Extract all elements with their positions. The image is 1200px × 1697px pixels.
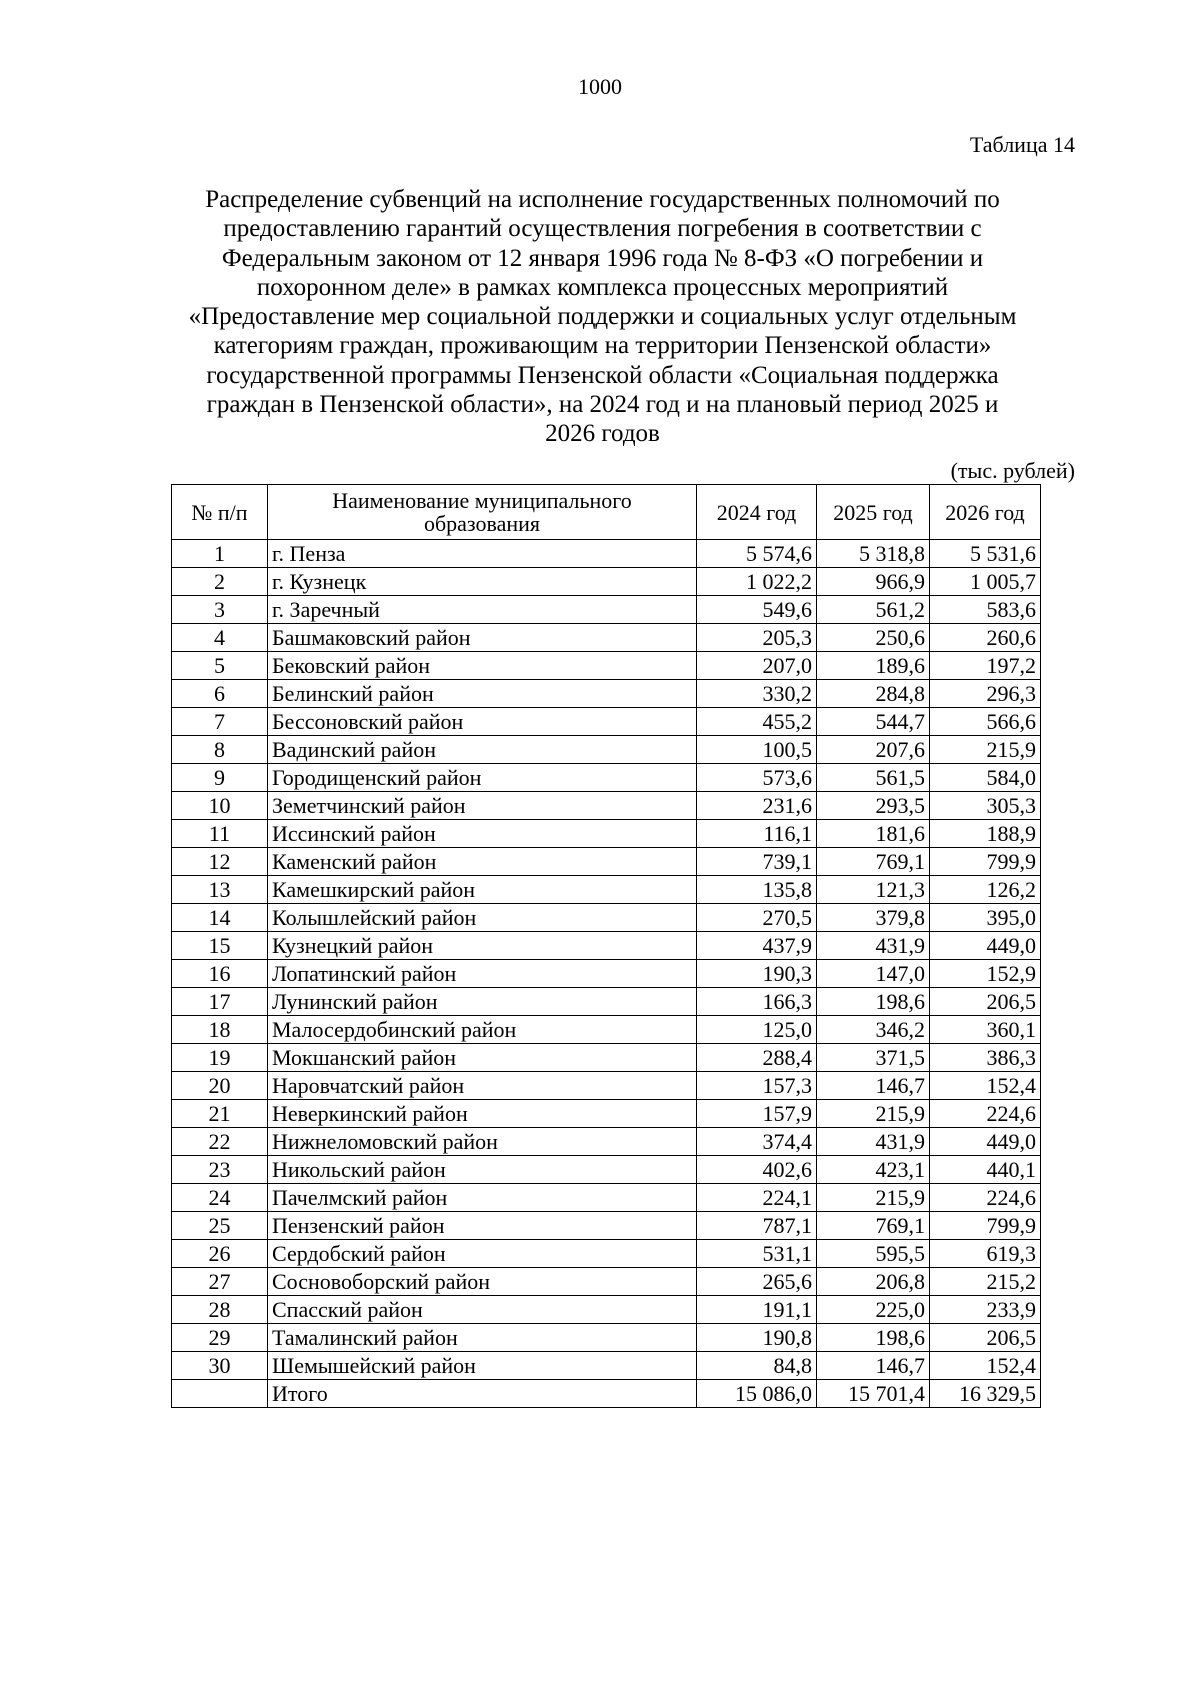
cell-2024: 135,8: [697, 876, 817, 904]
cell-municipality: г. Заречный: [268, 596, 697, 624]
table-row: [172, 1100, 1041, 1128]
cell-2025: 561,5: [817, 764, 930, 792]
table-row: [172, 1156, 1041, 1184]
cell-2024: 125,0: [697, 1016, 817, 1044]
cell-2024: 270,5: [697, 904, 817, 932]
total-row: [172, 1380, 1041, 1408]
cell-2025: 215,9: [817, 1100, 930, 1128]
cell-2024: 207,0: [697, 652, 817, 680]
cell-number: 18: [172, 1016, 268, 1044]
cell-number: 13: [172, 876, 268, 904]
cell-2024: 265,6: [697, 1268, 817, 1296]
cell-municipality: г. Пенза: [268, 540, 697, 568]
cell-municipality: Бессоновский район: [268, 708, 697, 736]
cell-2026: 566,6: [930, 708, 1041, 736]
cell-2025: 595,5: [817, 1240, 930, 1268]
cell-number: 8: [172, 736, 268, 764]
cell-number: 1: [172, 540, 268, 568]
cell-2025: 284,8: [817, 680, 930, 708]
cell-2026: 583,6: [930, 596, 1041, 624]
cell-2026: 188,9: [930, 820, 1041, 848]
cell-2024: 549,6: [697, 596, 817, 624]
cell-2024: 157,9: [697, 1100, 817, 1128]
cell-2024: 100,5: [697, 736, 817, 764]
table-row: [172, 596, 1041, 624]
cell-municipality: Тамалинский район: [268, 1324, 697, 1352]
cell-2025: 431,9: [817, 1128, 930, 1156]
cell-number: 6: [172, 680, 268, 708]
page-number: 1000: [578, 74, 622, 99]
cell-2024: 231,6: [697, 792, 817, 820]
cell-number: 14: [172, 904, 268, 932]
cell-2025: 198,6: [817, 988, 930, 1016]
cell-2024: 739,1: [697, 848, 817, 876]
cell-2026: 386,3: [930, 1044, 1041, 1072]
cell-number: 23: [172, 1156, 268, 1184]
cell-2024: 1 022,2: [697, 568, 817, 596]
cell-number: 24: [172, 1184, 268, 1212]
cell-2024: 437,9: [697, 932, 817, 960]
cell-municipality: Башмаковский район: [268, 624, 697, 652]
table-row: [172, 1268, 1041, 1296]
cell-2025: 147,0: [817, 960, 930, 988]
cell-2026: 215,9: [930, 736, 1041, 764]
cell-2026: 799,9: [930, 1212, 1041, 1240]
subventions-table: [171, 484, 1041, 1408]
cell-number: 27: [172, 1268, 268, 1296]
cell-municipality: Иссинский район: [268, 820, 697, 848]
table-row: [172, 568, 1041, 596]
cell-2026: 206,5: [930, 1324, 1041, 1352]
cell-number: 17: [172, 988, 268, 1016]
cell-number: 5: [172, 652, 268, 680]
cell-2024: 402,6: [697, 1156, 817, 1184]
cell-2024: 374,4: [697, 1128, 817, 1156]
table-row: [172, 1016, 1041, 1044]
cell-2024: 455,2: [697, 708, 817, 736]
cell-2025: 146,7: [817, 1352, 930, 1380]
cell-2026: 1 005,7: [930, 568, 1041, 596]
cell-2025: 769,1: [817, 1212, 930, 1240]
cell-2024: 224,1: [697, 1184, 817, 1212]
cell-2024: 190,3: [697, 960, 817, 988]
cell-2024: 166,3: [697, 988, 817, 1016]
cell-number: 15: [172, 932, 268, 960]
cell-2026: 449,0: [930, 1128, 1041, 1156]
cell-number: 20: [172, 1072, 268, 1100]
cell-municipality: Никольский район: [268, 1156, 697, 1184]
cell-2024: 5 574,6: [697, 540, 817, 568]
table-row: [172, 848, 1041, 876]
cell-number: 9: [172, 764, 268, 792]
cell-municipality: Белинский район: [268, 680, 697, 708]
cell-number: [172, 1380, 268, 1408]
header-2025: 2025 год: [817, 485, 930, 540]
cell-2024: 573,6: [697, 764, 817, 792]
table-row: [172, 1072, 1041, 1100]
cell-2026: 152,9: [930, 960, 1041, 988]
cell-municipality: Итого: [268, 1380, 697, 1408]
cell-municipality: Нижнеломовский район: [268, 1128, 697, 1156]
cell-2025: 207,6: [817, 736, 930, 764]
cell-municipality: Пачелмский район: [268, 1184, 697, 1212]
cell-municipality: Земетчинский район: [268, 792, 697, 820]
cell-number: 25: [172, 1212, 268, 1240]
table-row: [172, 652, 1041, 680]
title-line: предоставлению гарантий осуществления погребения в соответствии с: [223, 215, 982, 243]
cell-2025: 5 318,8: [817, 540, 930, 568]
cell-2025: 181,6: [817, 820, 930, 848]
table-row: [172, 540, 1041, 568]
cell-2026: 449,0: [930, 932, 1041, 960]
cell-municipality: г. Кузнецк: [268, 568, 697, 596]
table-row: [172, 1212, 1041, 1240]
cell-2024: 15 086,0: [697, 1380, 817, 1408]
table-row: [172, 876, 1041, 904]
header-municipality: Наименование муниципального образования: [268, 485, 697, 540]
table-row: [172, 1184, 1041, 1212]
cell-municipality: Наровчатский район: [268, 1072, 697, 1100]
cell-2024: 116,1: [697, 820, 817, 848]
cell-municipality: Каменский район: [268, 848, 697, 876]
table-row: [172, 764, 1041, 792]
table-header: [172, 485, 1041, 540]
cell-number: 29: [172, 1324, 268, 1352]
cell-2026: 152,4: [930, 1352, 1041, 1380]
cell-municipality: Неверкинский район: [268, 1100, 697, 1128]
cell-municipality: Мокшанский район: [268, 1044, 697, 1072]
cell-2026: 197,2: [930, 652, 1041, 680]
header-2026: 2026 год: [930, 485, 1041, 540]
cell-municipality: Сердобский район: [268, 1240, 697, 1268]
cell-2025: 189,6: [817, 652, 930, 680]
cell-2026: 206,5: [930, 988, 1041, 1016]
cell-2025: 121,3: [817, 876, 930, 904]
cell-2026: 16 329,5: [930, 1380, 1041, 1408]
table-body: [172, 540, 1041, 1408]
table-row: [172, 1296, 1041, 1324]
table-row: [172, 624, 1041, 652]
cell-number: 30: [172, 1352, 268, 1380]
cell-2025: 215,9: [817, 1184, 930, 1212]
cell-2025: 346,2: [817, 1016, 930, 1044]
cell-municipality: Кузнецкий район: [268, 932, 697, 960]
table-row: [172, 932, 1041, 960]
cell-2025: 371,5: [817, 1044, 930, 1072]
cell-municipality: Малосердобинский район: [268, 1016, 697, 1044]
cell-number: 19: [172, 1044, 268, 1072]
title-line: 2026 годов: [545, 420, 660, 448]
cell-2025: 769,1: [817, 848, 930, 876]
cell-municipality: Городищенский район: [268, 764, 697, 792]
table-row: [172, 680, 1041, 708]
table-row: [172, 904, 1041, 932]
cell-2025: 423,1: [817, 1156, 930, 1184]
cell-number: 12: [172, 848, 268, 876]
cell-municipality: Спасский район: [268, 1296, 697, 1324]
cell-2025: 431,9: [817, 932, 930, 960]
cell-municipality: Шемышейский район: [268, 1352, 697, 1380]
cell-municipality: Бековский район: [268, 652, 697, 680]
cell-2026: 296,3: [930, 680, 1041, 708]
cell-municipality: Лопатинский район: [268, 960, 697, 988]
cell-2026: 126,2: [930, 876, 1041, 904]
cell-2026: 395,0: [930, 904, 1041, 932]
cell-municipality: Пензенский район: [268, 1212, 697, 1240]
cell-number: 28: [172, 1296, 268, 1324]
cell-municipality: Камешкирский район: [268, 876, 697, 904]
table-row: [172, 792, 1041, 820]
table-row: [172, 1324, 1041, 1352]
cell-number: 3: [172, 596, 268, 624]
cell-2026: 305,3: [930, 792, 1041, 820]
cell-2025: 198,6: [817, 1324, 930, 1352]
cell-2025: 379,8: [817, 904, 930, 932]
table-caption: Таблица 14: [969, 132, 1075, 157]
cell-municipality: Лунинский район: [268, 988, 697, 1016]
table-row: [172, 988, 1041, 1016]
cell-2026: 360,1: [930, 1016, 1041, 1044]
cell-2025: 206,8: [817, 1268, 930, 1296]
cell-number: 22: [172, 1128, 268, 1156]
cell-2024: 531,1: [697, 1240, 817, 1268]
cell-2026: 440,1: [930, 1156, 1041, 1184]
title-line: граждан в Пензенской области», на 2024 год и на плановый период 2025 и: [206, 391, 999, 419]
cell-2025: 561,2: [817, 596, 930, 624]
cell-2024: 190,8: [697, 1324, 817, 1352]
cell-number: 26: [172, 1240, 268, 1268]
title-line: категориям граждан, проживающим на территории Пензенской области»: [213, 332, 992, 360]
cell-number: 4: [172, 624, 268, 652]
cell-2024: 205,3: [697, 624, 817, 652]
cell-2024: 787,1: [697, 1212, 817, 1240]
cell-municipality: Вадинский район: [268, 736, 697, 764]
units-label: (тыс. рублей): [950, 458, 1075, 483]
cell-2026: 233,9: [930, 1296, 1041, 1324]
cell-2026: 619,3: [930, 1240, 1041, 1268]
cell-2025: 225,0: [817, 1296, 930, 1324]
table-row: [172, 1044, 1041, 1072]
cell-2025: 293,5: [817, 792, 930, 820]
table-row: [172, 736, 1041, 764]
cell-number: 10: [172, 792, 268, 820]
cell-municipality: Колышлейский район: [268, 904, 697, 932]
cell-2026: 260,6: [930, 624, 1041, 652]
cell-2024: 191,1: [697, 1296, 817, 1324]
table-row: [172, 1240, 1041, 1268]
cell-2026: 215,2: [930, 1268, 1041, 1296]
table-row: [172, 820, 1041, 848]
title-line: «Предоставление мер социальной поддержки и социальных услуг отдельным: [188, 303, 1017, 331]
cell-2024: 157,3: [697, 1072, 817, 1100]
table-row: [172, 1352, 1041, 1380]
cell-2026: 224,6: [930, 1184, 1041, 1212]
table-row: [172, 708, 1041, 736]
table-row: [172, 1128, 1041, 1156]
title-line: Федеральным законом от 12 января 1996 года № 8-ФЗ «О погребении и: [221, 244, 984, 272]
cell-number: 7: [172, 708, 268, 736]
cell-2026: 224,6: [930, 1100, 1041, 1128]
header-row: [172, 485, 1041, 540]
cell-2025: 15 701,4: [817, 1380, 930, 1408]
cell-number: 11: [172, 820, 268, 848]
cell-number: 21: [172, 1100, 268, 1128]
cell-municipality: Сосновоборский район: [268, 1268, 697, 1296]
cell-2026: 799,9: [930, 848, 1041, 876]
cell-2025: 966,9: [817, 568, 930, 596]
cell-2026: 584,0: [930, 764, 1041, 792]
cell-2024: 288,4: [697, 1044, 817, 1072]
cell-number: 16: [172, 960, 268, 988]
header-number: № п/п: [172, 485, 268, 540]
header-2024: 2024 год: [697, 485, 817, 540]
cell-2026: 5 531,6: [930, 540, 1041, 568]
cell-2024: 330,2: [697, 680, 817, 708]
cell-2025: 146,7: [817, 1072, 930, 1100]
cell-2025: 544,7: [817, 708, 930, 736]
title-line: государственной программы Пензенской области «Социальная поддержка: [206, 361, 999, 389]
cell-2024: 84,8: [697, 1352, 817, 1380]
document-title: [130, 185, 1075, 449]
title-line: похоронном деле» в рамках комплекса процессных мероприятий: [256, 273, 949, 301]
title-line: Распределение субвенций на исполнение государственных полномочий по: [205, 186, 1000, 213]
cell-2026: 152,4: [930, 1072, 1041, 1100]
cell-number: 2: [172, 568, 268, 596]
table-row: [172, 960, 1041, 988]
cell-2025: 250,6: [817, 624, 930, 652]
